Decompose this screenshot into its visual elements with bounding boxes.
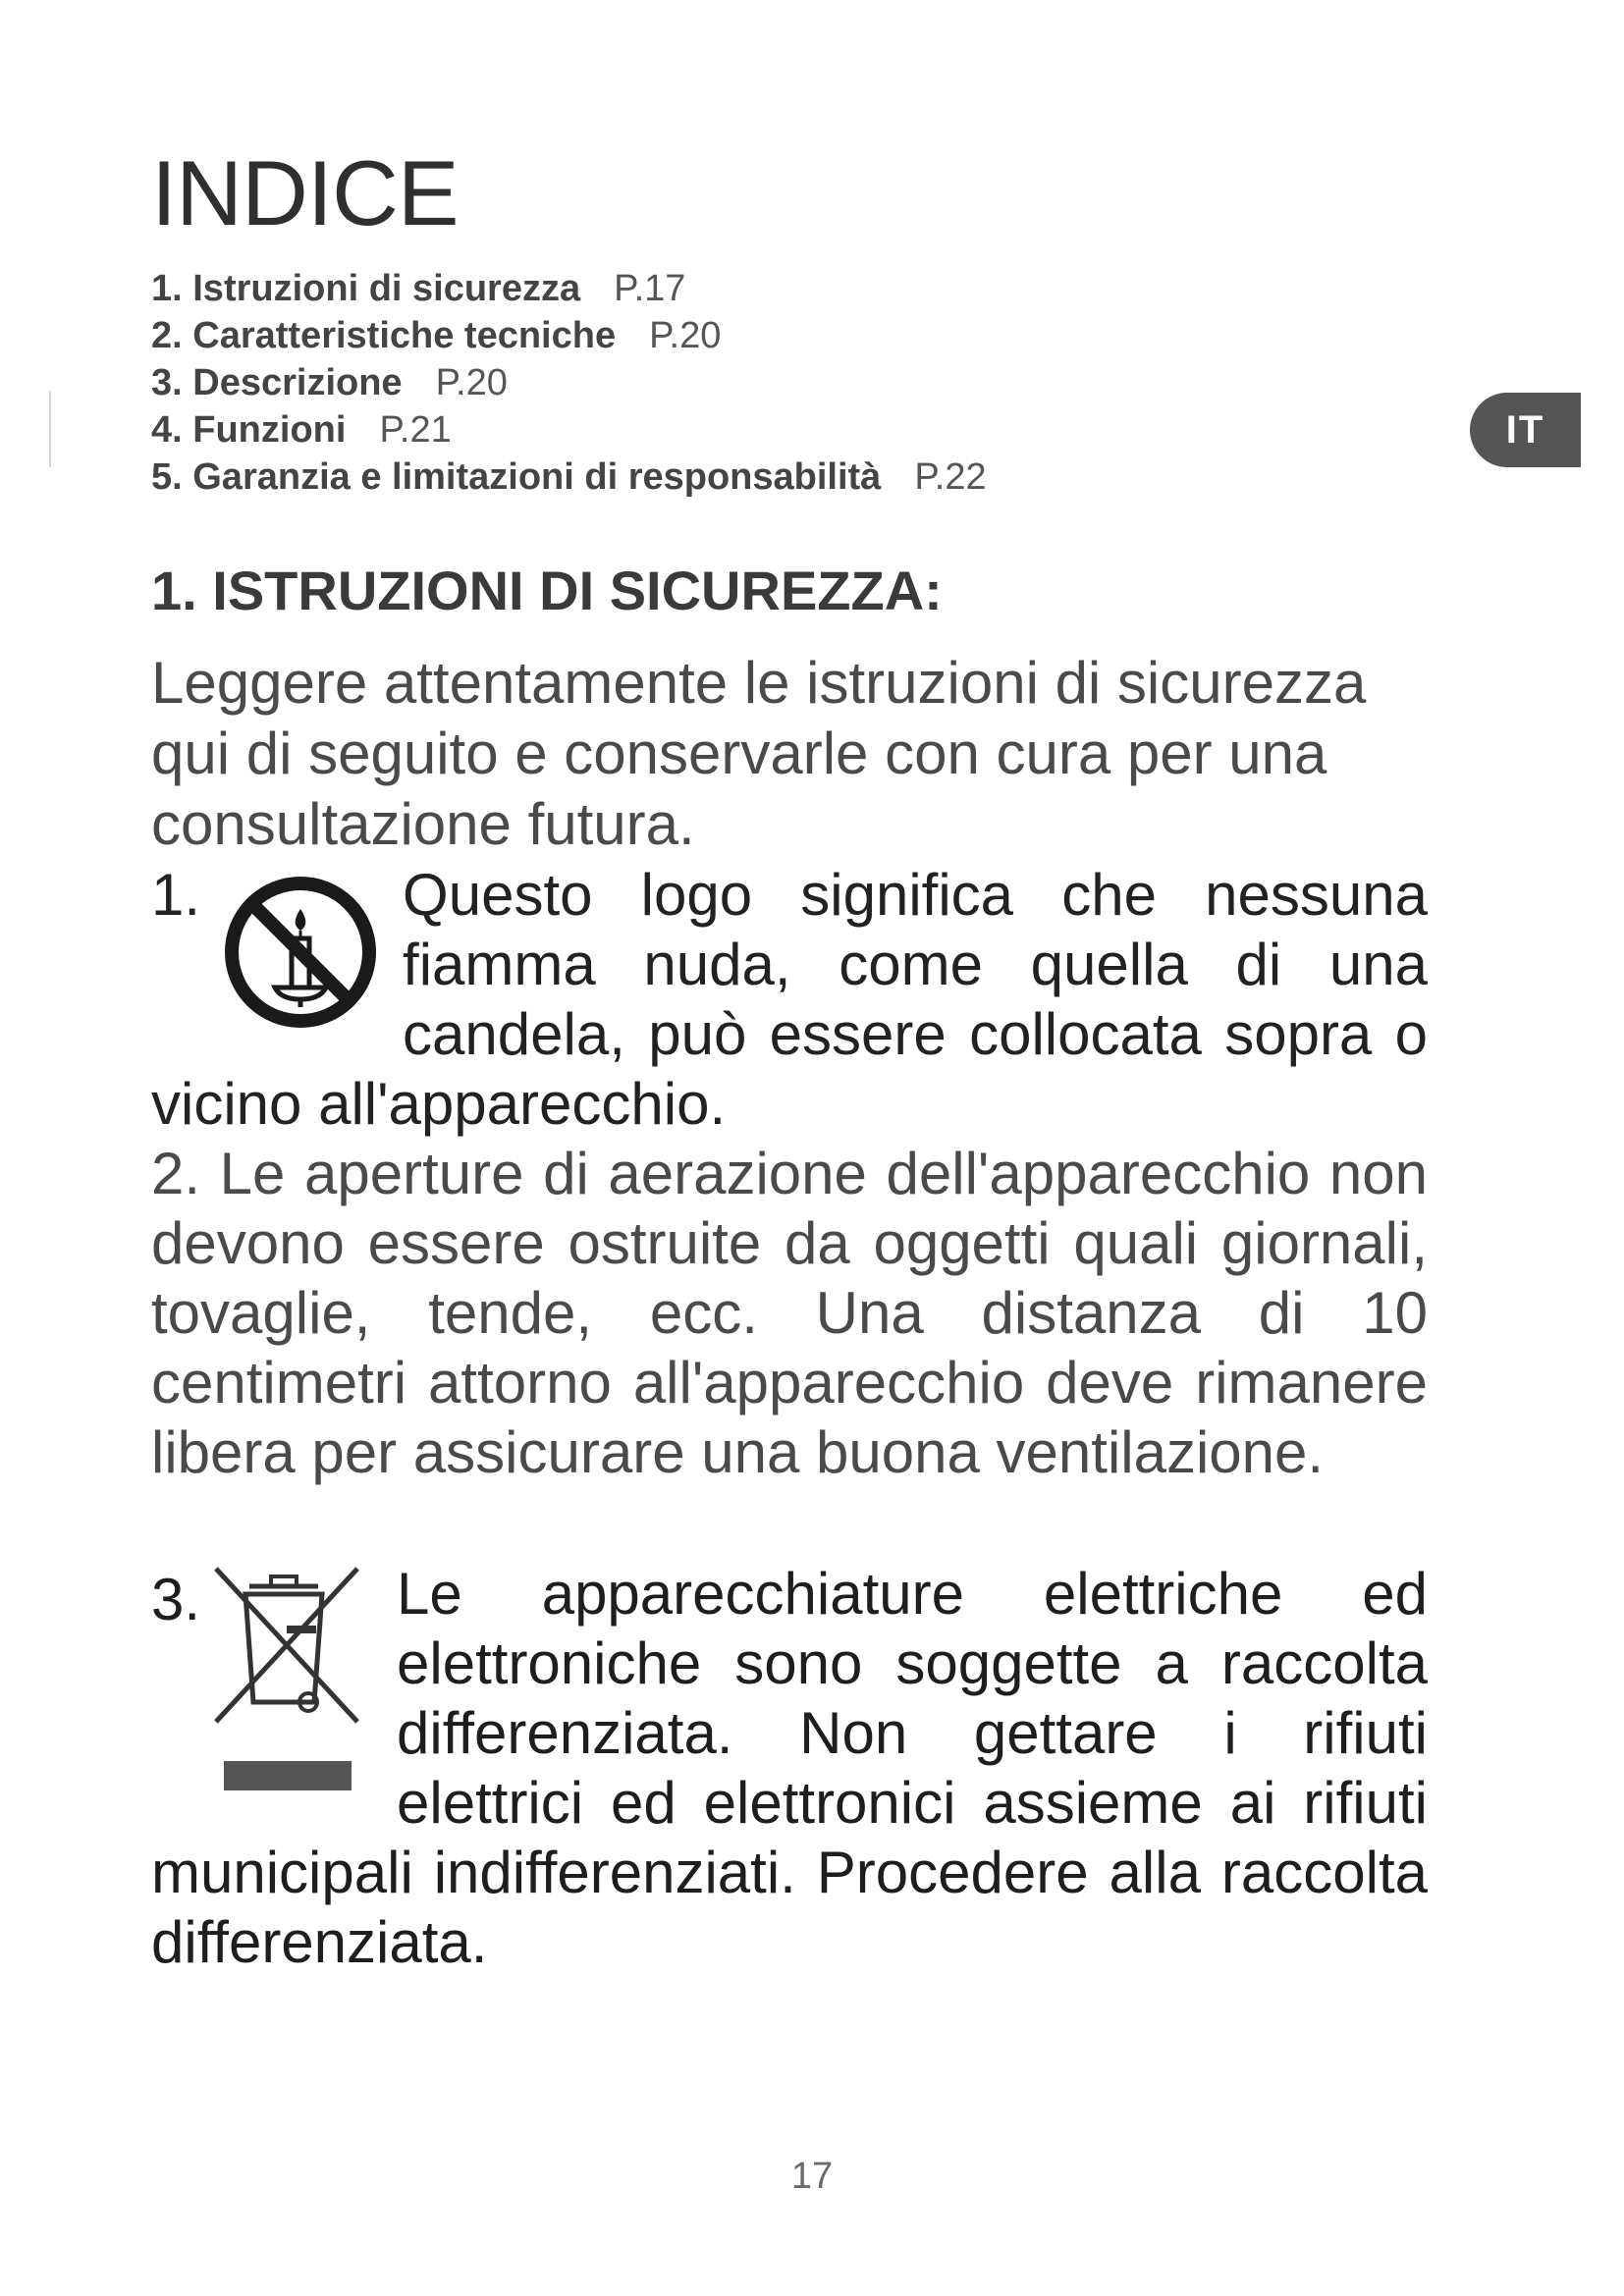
toc-entry-label: 5. Garanzia e limitazioni di responsabilità bbox=[151, 456, 882, 498]
margin-rule bbox=[49, 391, 51, 467]
item-text: Le apparecchiature elettriche ed elettroniche sono soggette a raccolta differenziata. Non gettare i rifiuti elettrici ed elettronici assieme ai rifiuti municipali indifferenziati. Procedere alla raccolta differenziata. bbox=[151, 1561, 1428, 1975]
toc-entry-page: P.22 bbox=[914, 456, 987, 498]
item-number-with-icon bbox=[151, 1565, 377, 1800]
intro-paragraph: Leggere attentamente le istruzioni di sicurezza qui di seguito e conservarle con cura per una consultazione futura. bbox=[151, 650, 1367, 857]
index-title: INDICE bbox=[151, 141, 459, 244]
toc-entry-label: 1. Istruzioni di sicurezza bbox=[151, 268, 581, 309]
item-number: 3. bbox=[151, 1567, 201, 1632]
toc-entry[interactable] bbox=[151, 406, 987, 454]
toc-entry[interactable] bbox=[151, 454, 987, 501]
toc-entry[interactable] bbox=[151, 359, 987, 406]
toc-entry-page: P.20 bbox=[649, 315, 722, 356]
language-tab: IT bbox=[1470, 393, 1581, 467]
safety-item-weee bbox=[151, 1559, 1428, 1977]
item-text: Questo logo significa che nessuna fiamma nuda, come quella di una candela, può essere collocata sopra o vicino all'apparecchio. bbox=[151, 862, 1428, 1137]
toc-entry-label: 4. Funzioni bbox=[151, 409, 347, 451]
page-number: 17 bbox=[790, 2156, 834, 2197]
toc-entry-page: P.17 bbox=[614, 268, 686, 309]
section-heading: 1. ISTRUZIONI DI SICUREZZA: bbox=[151, 560, 943, 621]
crossed-out-wheelie-bin-icon bbox=[200, 1565, 377, 1800]
table-of-contents bbox=[151, 265, 987, 501]
item-number-with-icon bbox=[151, 862, 383, 1035]
toc-entry-page: P.21 bbox=[379, 409, 452, 451]
toc-entry[interactable] bbox=[151, 265, 987, 312]
toc-entry[interactable] bbox=[151, 312, 987, 359]
safety-item-ventilation bbox=[151, 1139, 1428, 1487]
toc-entry-label: 2. Caratteristiche tecniche bbox=[151, 315, 617, 356]
toc-entry-label: 3. Descrizione bbox=[151, 362, 403, 403]
safety-item-flame bbox=[151, 860, 1428, 1139]
item-number: 1. bbox=[151, 862, 201, 928]
no-open-flame-icon bbox=[218, 870, 383, 1035]
item-number: 2. bbox=[151, 1141, 201, 1206]
item-text: Le aperture di aerazione dell'apparecchio non devono essere ostruite da oggetti quali giornali, tovaglie, tende, ecc. Una distanza di 10 centimetri attorno all'apparecchio deve rimanere libera per assicurare una buona ventilazione. bbox=[151, 1141, 1428, 1485]
toc-entry-page: P.20 bbox=[435, 362, 508, 403]
